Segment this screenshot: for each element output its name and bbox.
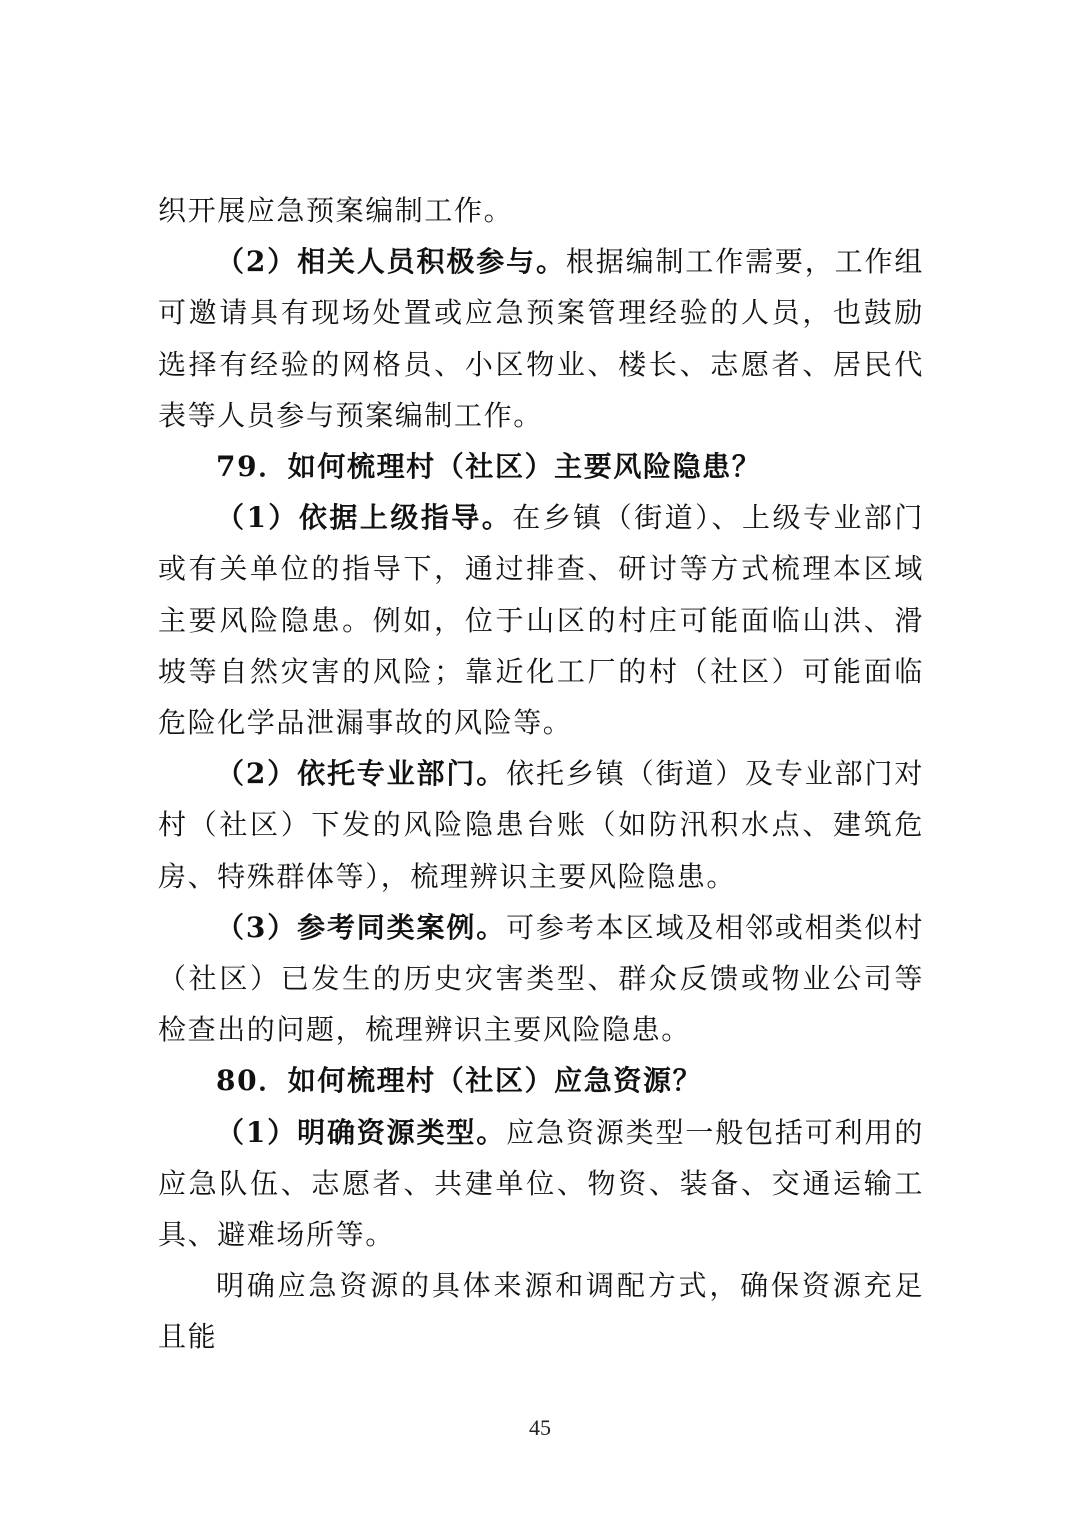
paragraph-resource-sources [158,1260,924,1362]
paragraph-text: 根据编制工作需要，工作组可邀请具有现场处置或应急预案管理经验的人员，也鼓励选择有经验的网格员、小区物业、楼长、志愿者、居民代表等人员参与预案编制工作。 [158,245,924,432]
paragraph-lead: （2）相关人员积极参与。 [216,245,566,279]
page-number: 45 [529,1415,551,1440]
paragraph-lead: （1）依据上级指导。 [216,501,513,535]
paragraph-text: 织开展应急预案编制工作。 [158,194,514,227]
paragraph-text: 明确应急资源的具体来源和调配方式，确保资源充足且能 [158,1269,924,1354]
paragraph-similar-cases [158,902,924,1056]
paragraph-personnel-participation [158,236,924,441]
paragraph-superior-guidance [158,492,924,748]
paragraph-text: 应急资源类型一般包括可利用的应急队伍、志愿者、共建单位、物资、装备、交通运输工具、避难场所等。 [158,1115,924,1252]
paragraph-text: 在乡镇（街道）、上级专业部门或有关单位的指导下，通过排查、研讨等方式梳理本区域主要风险隐患。例如，位于山区的村庄可能面临山洪、滑坡等自然灾害的风险；靠近化工厂的村（社区）可能面临危险化学品泄漏事故的风险等。 [158,501,925,740]
paragraph-resource-types [158,1107,924,1261]
paragraph-lead: （3）参考同类案例。 [216,910,507,944]
paragraph-text: 依托乡镇（街道）及专业部门对村（社区）下发的风险隐患台账（如防汛积水点、建筑危房、特殊群体等），梳理辨识主要风险隐患。 [158,757,924,893]
question-79-heading [158,441,924,492]
body-text [158,185,924,1363]
paragraph-lead: （2）依托专业部门。 [216,757,507,791]
question-heading-text: 80．如何梳理村（社区）应急资源？ [216,1064,703,1098]
question-heading-text: 79．如何梳理村（社区）主要风险隐患？ [216,450,762,484]
question-80-heading [158,1055,924,1106]
paragraph-text: 可参考本区域及相邻或相类似村（社区）已发生的历史灾害类型、群众反馈或物业公司等检查出的问题，梳理辨识主要风险隐患。 [158,910,924,1047]
paragraph-lead: （1）明确资源类型。 [216,1115,507,1149]
paragraph-continuation [158,185,924,236]
paragraph-specialized-departments [158,748,924,902]
